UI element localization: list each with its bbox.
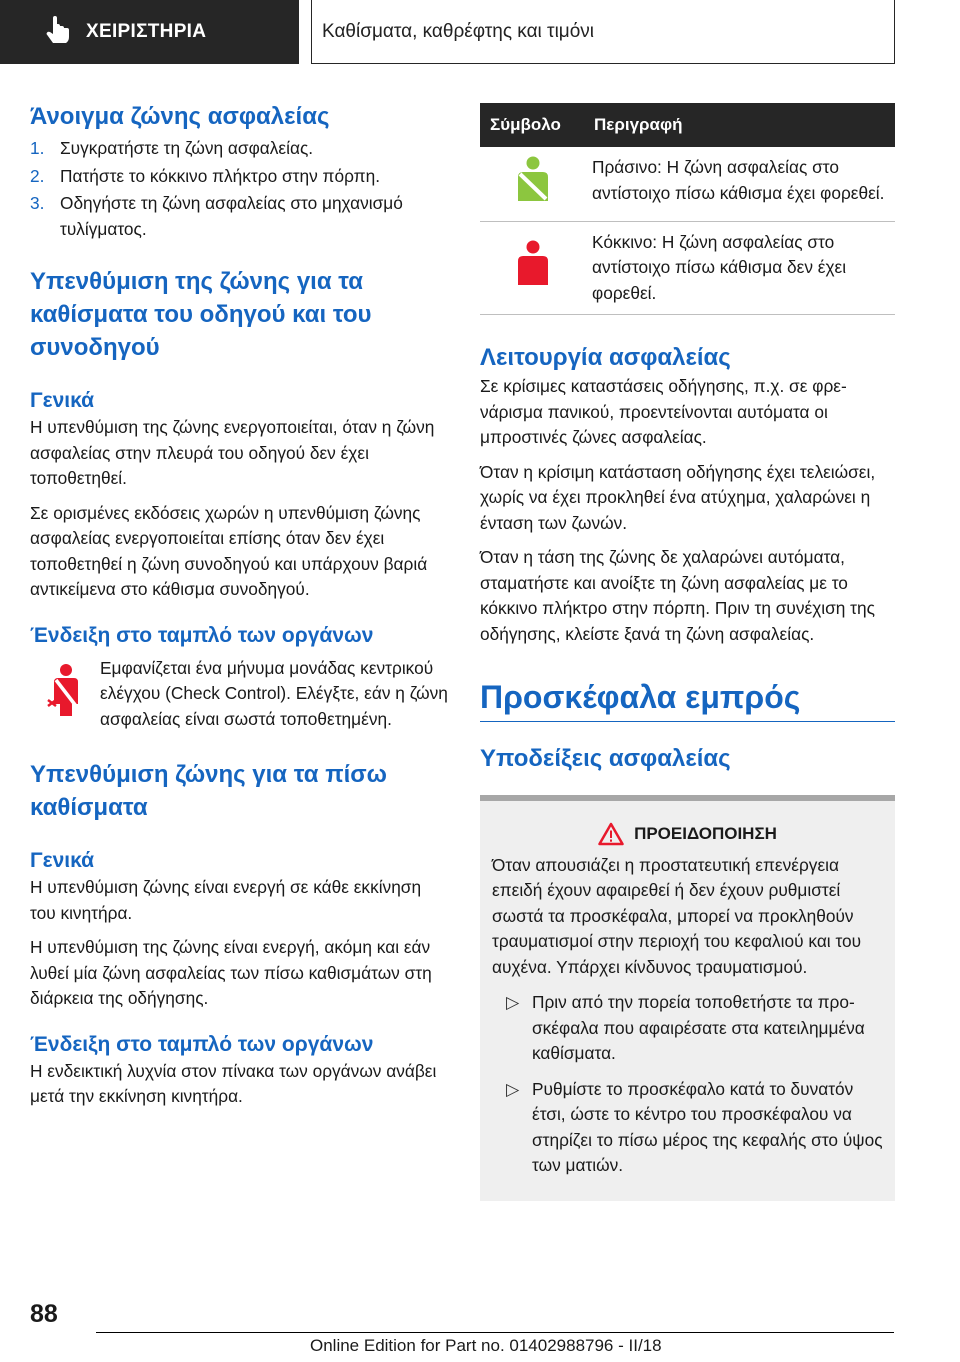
right-column [480, 100, 895, 1201]
headrests-heading: Προσκέφαλα εμπρός [480, 677, 895, 722]
section-tab[interactable] [311, 0, 895, 64]
step-text: Πατήστε το κόκκινο πλήκτρο στην πόρπη. [60, 165, 380, 186]
front-indicator-block [30, 656, 448, 733]
unbuckle-steps [30, 136, 448, 242]
bullet-triangle-icon: ▷ [506, 992, 520, 1012]
bullet-text: Πριν από την πορεία τοποθετήστε τα προσκέφαλα που αφαιρέσατε στα κατειλημμένα καθίσματα. [532, 992, 865, 1063]
section-tab-label: Καθίσματα, καθρέφτης και τιμόνι [322, 20, 595, 42]
safety-function-p1: Σε κρίσιμες καταστάσεις οδήγησης, π.χ. σε φρενάρισμα πανικού, προεντείνονται αυτόματα οι μπροστινές ζώνες ασφαλείας. [480, 376, 847, 447]
front-indicator-heading: Ένδειξη στο ταμπλό των οργάνων [30, 623, 374, 647]
step-number: 2. [30, 165, 45, 186]
rear-general-p1: Η υπενθύμιση ζώνης είναι ενεργή σε κάθε εκκίνηση του κινητήρα. [30, 877, 422, 923]
step-number: 1. [30, 138, 45, 158]
unbuckle-heading: Άνοιγμα ζώνης ασφαλείας [30, 103, 330, 130]
symbol-cell [480, 221, 584, 315]
seatbelt-fastened-green-icon [511, 155, 555, 205]
list-item [30, 164, 448, 190]
table-row [480, 221, 895, 315]
description-cell: Πράσινο: Η ζώνη ασφαλείας στο αντίστοιχο πίσω κάθισμα έχει φορεθεί. [584, 147, 895, 221]
step-number: 3. [30, 193, 45, 213]
seatbelt-warning-red-icon [44, 662, 88, 718]
hand-pointer-icon [38, 12, 78, 52]
footer-divider [96, 1332, 894, 1333]
warning-bullets [492, 990, 883, 1179]
front-general-heading: Γενικά [30, 389, 95, 412]
table-header-row [480, 103, 895, 147]
safety-function-heading: Λειτουργία ασφαλείας [480, 344, 731, 371]
list-item [30, 136, 448, 162]
front-indicator-text: Εμφανίζεται ένα μήνυμα μονάδας κεντρικού ελέγχου (Check Control). Ελέγξτε, εάν η ζώνη ασφαλείας είναι σωστά τοποθετημένη. [100, 657, 448, 729]
step-text: Οδηγήστε τη ζώνη ασφαλείας στο μηχανισμό τυλίγματος. [60, 193, 403, 239]
bullet-text: Ρυθμίστε το προσκέφαλο κατά το δυνατόν έτσι, ώστε το κέντρο του προσκέφαλου να στηρίζει το πίσω μέρος της κεφαλής στο ύψος των ματιών. [532, 1078, 883, 1175]
rear-general-heading: Γενικά [30, 849, 95, 872]
manual-tab[interactable] [0, 0, 299, 64]
list-item [492, 1077, 883, 1179]
front-general-p2: Σε ορισμένες εκδόσεις χωρών η υπενθύμιση ζώνης ασφαλείας ενεργοποιείται επίσης όταν δεν έχει τοποθετηθεί η ζώνη συνοδηγού και υπάρχουν βαριά αντικείμενα στο κάθισμα συνοδηγού. [30, 502, 428, 599]
warning-title [492, 821, 883, 847]
rear-reminder-heading: Υπενθύμιση ζώνης για τα πίσω καθίσματα [30, 761, 387, 821]
page-header [0, 0, 960, 66]
front-general-p1: Η υπενθύμιση της ζώνης ενεργοποιείται, όταν η ζώνη ασφαλείας στην πλευρά του οδηγού δεν έχει τοποθετηθεί. [30, 417, 435, 488]
headrests-safety-heading: Υποδείξεις ασφαλείας [480, 745, 731, 772]
warning-triangle-icon [598, 822, 624, 846]
front-reminder-heading: Υπενθύμιση της ζώνης για τα καθίσματα του οδηγού και του συνοδηγού [30, 268, 372, 361]
footer-edition: Online Edition for Part no. 01402988796 - II/18 [310, 1336, 662, 1355]
bullet-triangle-icon: ▷ [506, 1078, 520, 1099]
column-header-symbol: Σύμβολο [480, 103, 584, 147]
symbol-cell [480, 147, 584, 221]
rear-indicator-heading: Ένδειξη στο ταμπλό των οργάνων [30, 1032, 374, 1056]
warning-text: Όταν απουσιάζει η προστατευτική επενέργεια επειδή έχουν αφαιρεθεί ή δεν έχουν ρυθμιστεί σωστά τα προσκέφαλα, μπορεί να προκληθούν τραυματισμοί στην περιοχή του κεφαλιού και του αυχένα. Υπάρχει κίνδυνος τραυματισμού. [492, 854, 862, 977]
manual-tab-label: ΧΕΙΡΙΣΤΗΡΙΑ [86, 21, 207, 42]
page-number: 88 [30, 1300, 58, 1328]
safety-function-p2: Όταν η κρίσιμη κατάσταση οδήγησης έχει τελειώσει, χωρίς να έχει προκληθεί ένα ατύχημα, χαλαρώνει η ένταση των ζωνών. [480, 461, 876, 533]
warning-box [480, 795, 895, 1201]
rear-general-p2: Η υπενθύμιση της ζώνης είναι ενεργή, ακόμη και εάν λυθεί μία ζώνη ασφαλείας των πίσω καθισμάτων στη διάρκεια της οδήγησης. [30, 937, 432, 1008]
table-row [480, 147, 895, 221]
seatbelt-unfastened-red-icon [511, 239, 555, 289]
left-column [30, 100, 448, 1119]
safety-function-p3: Όταν η τάση της ζώνης δε χαλαρώνει αυτόματα, σταματήστε και ανοίξτε τη ζώνη ασφαλείας με το κόκκινο πλήκτρο στην πόρπη. Πριν τη συνέχιση της οδήγησης, κλείστε ξανά τη ζώνη ασφαλείας. [480, 547, 875, 644]
list-item [492, 990, 883, 1067]
rear-indicator-text: Η ενδεικτική λυχνία στον πίνακα των οργάνων ανάβει μετά την εκκίνηση κινητήρα. [30, 1060, 437, 1106]
step-text: Συγκρατήστε τη ζώνη ασφαλείας. [60, 138, 314, 158]
warning-label: ΠΡΟΕΙΔΟΠΟΙΗΣΗ [634, 824, 777, 843]
description-cell: Κόκκινο: Η ζώνη ασφαλείας στο αντίστοιχο πίσω κάθισμα δεν έχει φορεθεί. [584, 221, 895, 315]
list-item [30, 191, 448, 242]
column-header-description: Περιγραφή [584, 103, 895, 147]
symbol-table [480, 103, 895, 315]
